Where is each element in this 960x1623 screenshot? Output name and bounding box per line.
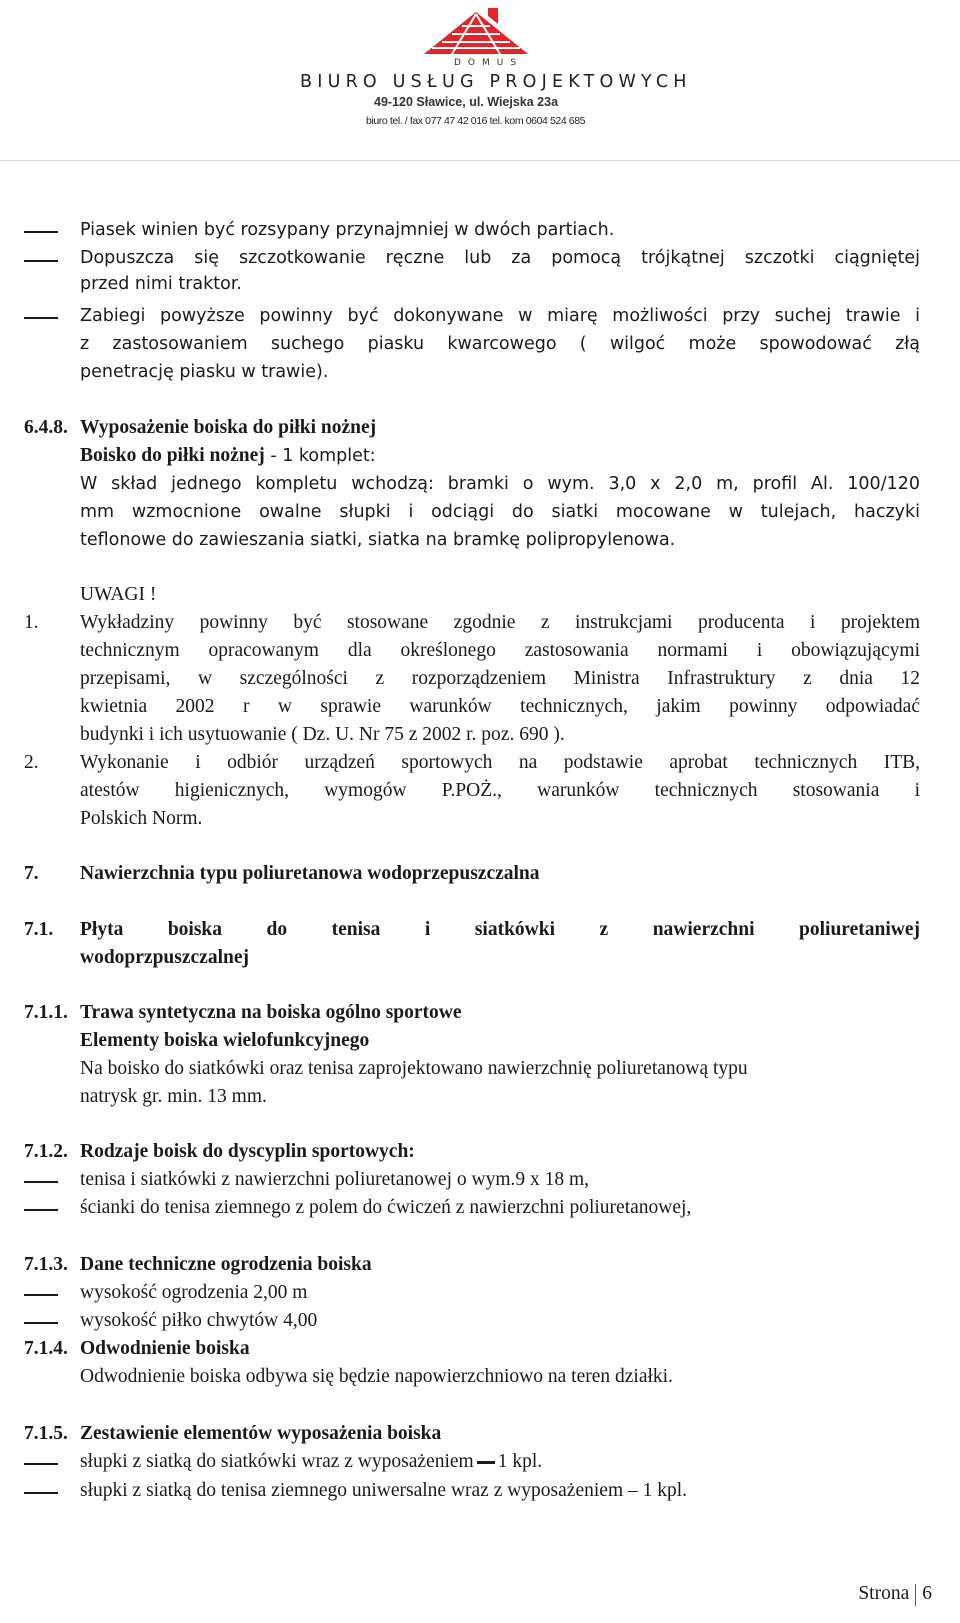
section-title: wodoprzpuszczalnej (80, 947, 249, 968)
paragraph-line: Wykonanie i odbiór urządzeń sportowych na podstawie aprobat technicznych ITB, (80, 752, 920, 773)
bullet-text: Zabiegi powyższe powinny być dokonywane w miarę możliwości przy suchej trawie i (80, 306, 920, 326)
bullet-dash (24, 1181, 58, 1183)
section-title: Zestawienie elementów wyposażenia boiska (80, 1423, 442, 1444)
subsection-title: Elementy boiska wielofunkcyjnego (80, 1030, 370, 1051)
subsection-title: Boisko do piłki nożnej (80, 445, 265, 466)
company-address: 49-120 Sławice, ul. Wiejska 23a (374, 95, 559, 109)
bullet-text: Dopuszcza się szczotkowanie ręczne lub za pomocą trójkątnej szczotki ciągniętej (80, 248, 920, 268)
paragraph-line: W skład jednego kompletu wchodzą: bramki o wym. 3,0 x 2,0 m, profil Al. 100/120 (80, 474, 920, 494)
company-phones: biuro tel. / fax 077 47 42 016 tel. kom 0604 524 685 (366, 115, 586, 127)
paragraph-line: teflonowe do zawieszania siatki, siatka na bramkę polipropylenowa. (80, 530, 676, 550)
section-number: 7.1.5. (24, 1423, 68, 1444)
paragraph-line: budynki i ich usytuowanie ( Dz. U. Nr 75 z 2002 r. poz. 690 ). (80, 724, 565, 745)
page-footer (858, 1581, 932, 1607)
section-number: 7.1. (24, 919, 54, 940)
bullet-text: ścianki do tenisa ziemnego z polem do ćwiczeń z nawierzchni poliuretanowej, (80, 1197, 692, 1218)
section-title: Odwodnienie boiska (80, 1338, 250, 1359)
list-number: 1. (24, 612, 39, 633)
section-number: 7.1.1. (24, 1002, 68, 1023)
bullet-text: wysokość ogrodzenia 2,00 m (80, 1282, 308, 1303)
paragraph-line: atestów higienicznych, wymogów P.POŻ., warunków technicznych stosowania i (80, 780, 920, 801)
bullet-text: penetrację piasku w trawie). (80, 362, 329, 382)
bullet-dash (24, 260, 58, 262)
paragraph-line: natrysk gr. min. 13 mm. (80, 1086, 267, 1107)
bullet-dash (24, 1294, 58, 1296)
section-number: 7.1.3. (24, 1254, 68, 1275)
bullet-dash (24, 1492, 58, 1494)
bullet-text: przed nimi traktor. (80, 274, 242, 294)
paragraph-line: mm wzmocnione owalne słupki i odciągi do siatki mocowane w tulejach, haczyki (80, 502, 920, 522)
page-number: 6 (922, 1583, 932, 1604)
section-number: 7. (24, 863, 39, 884)
bullet-dash (24, 317, 58, 319)
paragraph-line: Na boisko do siatkówki oraz tenisa zaprojektowano nawierzchnię poliuretanową typu (80, 1058, 748, 1079)
section-title: Wyposażenie boiska do piłki nożnej (80, 417, 377, 438)
company-name: BIURO USŁUG PROJEKTOWYCH (300, 72, 692, 92)
bullet-text: wysokość piłko chwytów 4,00 (80, 1310, 318, 1331)
paragraph-line: Polskich Norm. (80, 808, 203, 829)
bullet-text: tenisa i siatkówki z nawierzchni poliuretanowej o wym.9 x 18 m, (80, 1169, 590, 1190)
footer-divider (915, 1584, 916, 1606)
notes-title: UWAGI ! (80, 584, 157, 605)
bullet-dash (24, 1463, 58, 1465)
paragraph-line: przepisami, w szczególności z rozporządzeniem Ministra Infrastruktury z dnia 12 (80, 668, 920, 689)
equipment-item: słupki z siatką do siatkówki wraz z wyposażeniem (80, 1451, 474, 1472)
header-divider (0, 160, 960, 161)
bullet-text: z zastosowaniem suchego piasku kwarcowego ( wilgoć może spowodować złą (80, 334, 920, 354)
dash-separator (477, 1461, 495, 1464)
section-number: 7.1.2. (24, 1141, 68, 1162)
section-title: Trawa syntetyczna na boiska ogólno sportowe (80, 1002, 462, 1023)
paragraph-line: Odwodnienie boiska odbywa się będzie napowierzchniowo na teren działki. (80, 1366, 673, 1387)
bullet-text: słupki z siatką do tenisa ziemnego uniwersalne wraz z wyposażeniem – 1 kpl. (80, 1480, 688, 1501)
section-title: Płyta boiska do tenisa i siatkówki z nawierzchni poliuretaniwej (80, 919, 920, 940)
section-number: 6.4.8. (24, 417, 68, 438)
page-label: Strona (858, 1583, 910, 1604)
brand-name: DOMUS (454, 58, 524, 68)
subsection-count: - 1 komplet: (264, 446, 376, 466)
house-roof-logo-icon (402, 6, 562, 62)
section-title: Nawierzchnia typu poliuretanowa wodoprzepuszczalna (80, 863, 540, 884)
paragraph-line: kwietnia 2002 r w sprawie warunków technicznych, jakim powinny odpowiadać (80, 696, 920, 717)
equipment-quantity: 1 kpl. (497, 1451, 543, 1472)
bullet-dash (24, 231, 58, 233)
bullet-dash (24, 1322, 58, 1324)
bullet-text (80, 1448, 542, 1476)
list-number: 2. (24, 752, 39, 773)
section-number: 7.1.4. (24, 1338, 68, 1359)
bullet-text: Piasek winien być rozsypany przynajmniej w dwóch partiach. (80, 220, 615, 240)
bullet-dash (24, 1209, 58, 1211)
letterhead (0, 0, 960, 162)
paragraph-line: Wykładziny powinny być stosowane zgodnie z instrukcjami producenta i projektem (80, 612, 920, 633)
paragraph-line: technicznym opracowanym dla określonego zastosowania normami i obowiązującymi (80, 640, 920, 661)
section-title: Dane techniczne ogrodzenia boiska (80, 1254, 372, 1275)
section-title: Rodzaje boisk do dyscyplin sportowych: (80, 1141, 415, 1162)
